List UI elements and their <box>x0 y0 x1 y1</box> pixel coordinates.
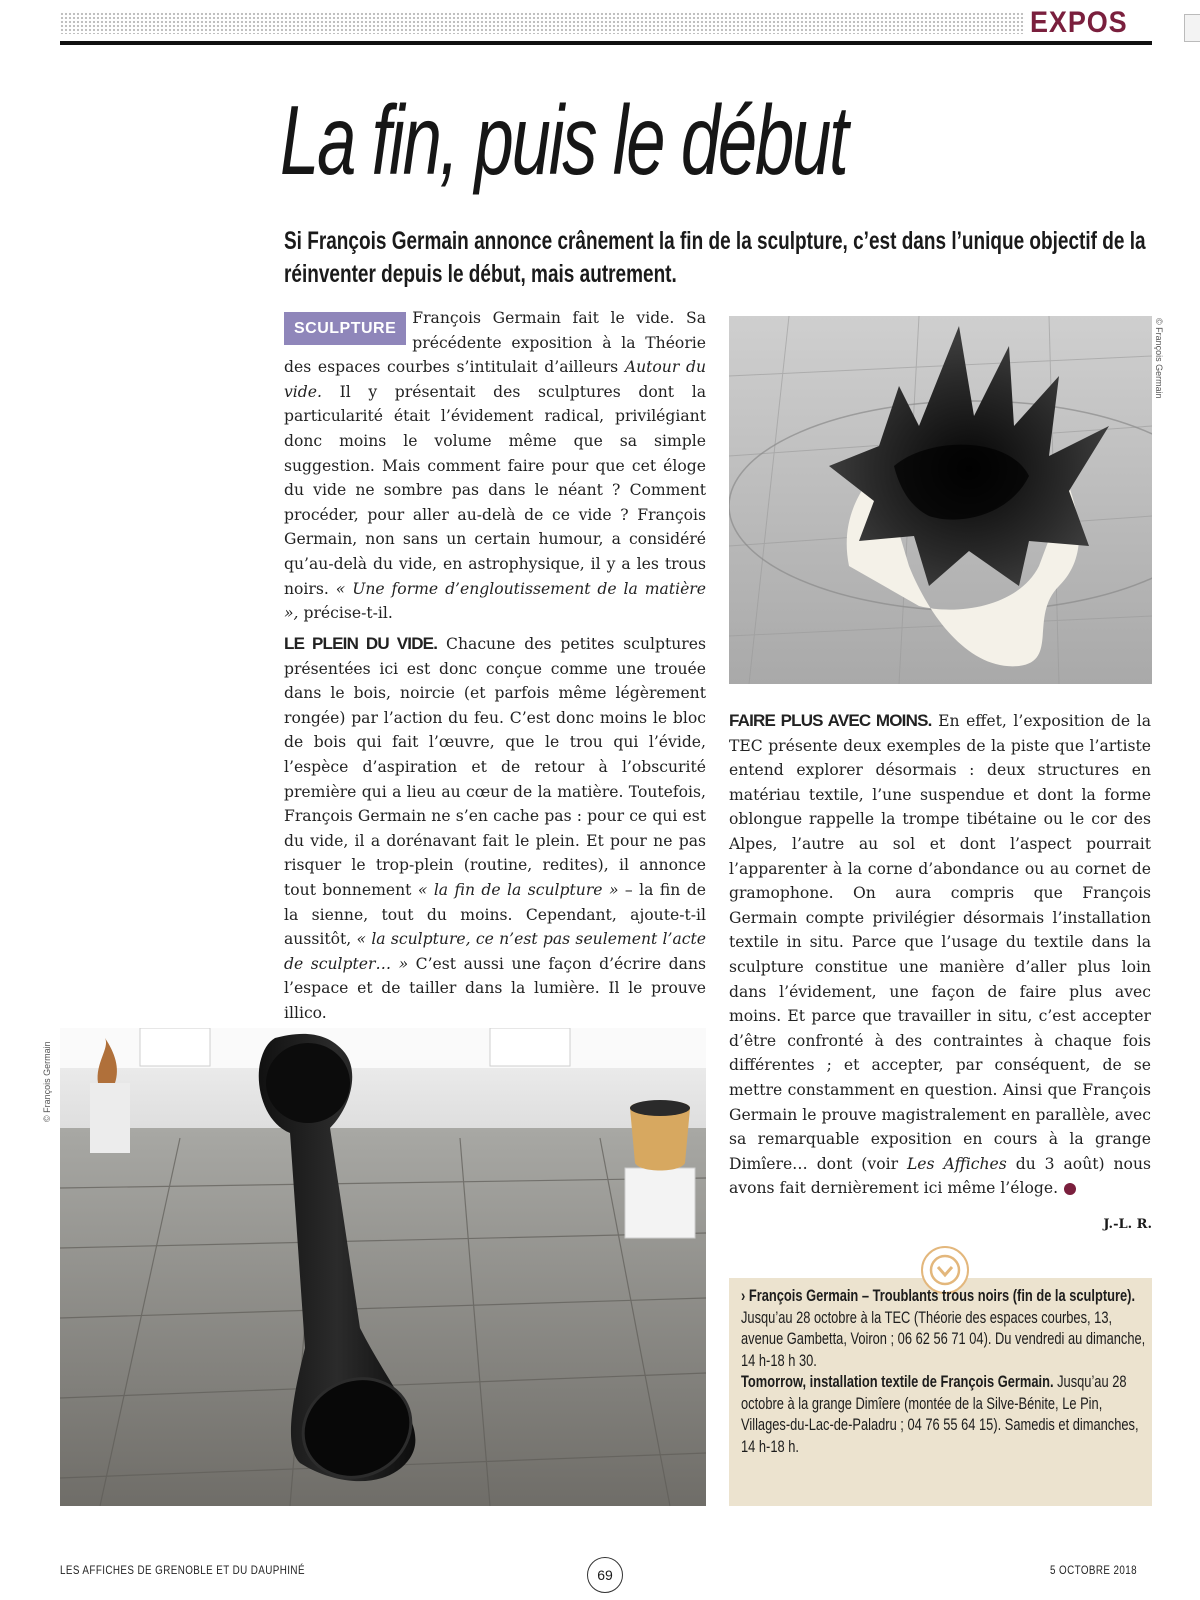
text-run: précise-t-il. <box>298 604 393 623</box>
sculpture-photo-horn-installation <box>60 1028 706 1506</box>
info-entry-grange <box>741 1372 1147 1458</box>
text-run: En effet, l’exposition de la TEC présente deux exemples de la piste que l’artiste entend explorer désormais : deux structures en matériau textile, l’une suspendue et dont la forme oblongue rappelle la trompe tibétaine ou le cor des Alpes, l’autre au sol et dont l’aspect pourrait l’apparenter à la corne d’abondance ou au cornet de gramophone. On aura compris que François Germain compte privilégier désormais l’installation textile in situ. Parce que l’usage du textile dans la sculpture constitue une manière d’aller plus loin dans l’évidement, une façon de faire plus avec moins. Et parce que travailler in situ, c’est accepter d’être confronté à des contraintes à chaque fois différentes ; et accepter, par conséquent, de se mettre constamment en question. Ainsi que François Germain le prouve magistralement en parallèle, avec sa remarquable exposition en cours à la grange Dimîere… dont (voir <box>729 712 1151 1173</box>
section-label: EXPOS <box>1030 6 1128 39</box>
text-run: – la fin de la sienne, tout du moins. Cependant, ajoute-t-il aussitôt, <box>284 880 706 949</box>
photo-credit-2: © François Germain <box>42 1041 52 1122</box>
author-byline: J.-L. R. <box>1103 1217 1152 1232</box>
text-run-italic: « Une forme d’engloutissement de la matière », <box>284 579 706 623</box>
text-run-italic: Autour du vide. <box>284 358 706 401</box>
category-tag: SCULPTURE <box>284 312 406 345</box>
text-run-italic: Les Affiches <box>906 1154 1007 1173</box>
page-number: 69 <box>587 1557 623 1593</box>
info-entry-title: › François Germain – Troublants trous noirs (fin de la sculpture). <box>741 1287 1136 1305</box>
info-entry-tec <box>741 1286 1147 1372</box>
text-run: François Germain fait le vide. Sa précédente exposition à la Théorie des espaces courbes s’intitulait d’ailleurs <box>284 309 706 377</box>
info-entry-title: Tomorrow, installation textile de François Germain. <box>741 1373 1054 1391</box>
info-entry-details: Jusqu’au 28 octobre à la grange Dimîere (montée de la Silve-Bénite, Le Pin, Villages-du-Lac-de-Paladru ; 04 76 55 64 15). Samedis et dimanches, 14 h-18 h. <box>741 1373 1139 1456</box>
article-lead: Si François Germain annonce crânement la fin de la sculpture, c’est dans l’unique objectif de la réinventer depuis le début, mais autrement. <box>284 227 1146 288</box>
photo-credit-1: © François Germain <box>1154 318 1164 399</box>
text-run-italic: « la sculpture, ce n’est pas seulement l’acte de sculpter… » <box>284 930 706 973</box>
text-run: du 3 août) nous avons fait dernièrement ici même l’éloge. <box>729 1154 1151 1198</box>
footer-date: 5 OCTOBRE 2018 <box>1050 1563 1138 1577</box>
article-paragraph-2 <box>284 632 706 1026</box>
header-rule <box>60 41 1152 45</box>
text-run: Chacune des petites sculptures présentées ici est donc conçue comme une trouée dans le bois, noircie (et parfois même légèrement rongée) par l’action du feu. C’est donc moins le bloc de bois qui fait l’œuvre, que le trou qui l’évide, l’espèce d’aspiration et de retour à l’obscurité première qui a lieu au cœur de la matière. Toutefois, François Germain ne s’en cache pas : pour ce qui est du vide, il a dorénavant fait le plein. Et pour ne pas risquer le trop-plein (routine, redites), il annonce tout bonnement <box>284 635 706 899</box>
article-paragraph-1 <box>284 306 706 626</box>
article-paragraph-3 <box>729 709 1151 1201</box>
text-run-italic: « la fin de la sculpture » <box>417 880 619 899</box>
footer-publication: LES AFFICHES DE GRENOBLE ET DU DAUPHINÉ <box>60 1563 305 1577</box>
page-edge-tab <box>1184 14 1200 42</box>
end-of-article-dot <box>1064 1183 1076 1195</box>
subheading-plein-du-vide: LE PLEIN DU VIDE. <box>284 634 438 653</box>
practical-info-text <box>741 1286 1147 1458</box>
header-dot-band <box>60 12 1025 34</box>
info-entry-details: Jusqu’au 28 octobre à la TEC (Théorie des espaces courbes, 13, avenue Gambetta, Voiron ; 06 62 56 71 04). Du vendredi au dimanche, 14 h-18 h 30. <box>741 1308 1146 1370</box>
article-title: La fin, puis le début <box>280 85 847 195</box>
text-run: C’est aussi une façon d’écrire dans l’espace et de tailler dans la lumière. Il le prouve illico. <box>284 954 706 1022</box>
text-run: Il y présentait des sculptures dont la particularité était l’évidement radical, privilégiant donc moins le volume même que sa simple suggestion. Mais comment faire pour que cet éloge du vide ne sombre pas dans le néant ? Comment procéder, pour aller au-delà de ce vide ? François Germain, non sans un certain humour, a considéré qu’au-delà du vide, en astrophysique, il y a les trous noirs. <box>284 382 706 598</box>
sculpture-photo-black-white <box>729 316 1152 684</box>
subheading-faire-plus-avec-moins: FAIRE PLUS AVEC MOINS. <box>729 711 932 730</box>
